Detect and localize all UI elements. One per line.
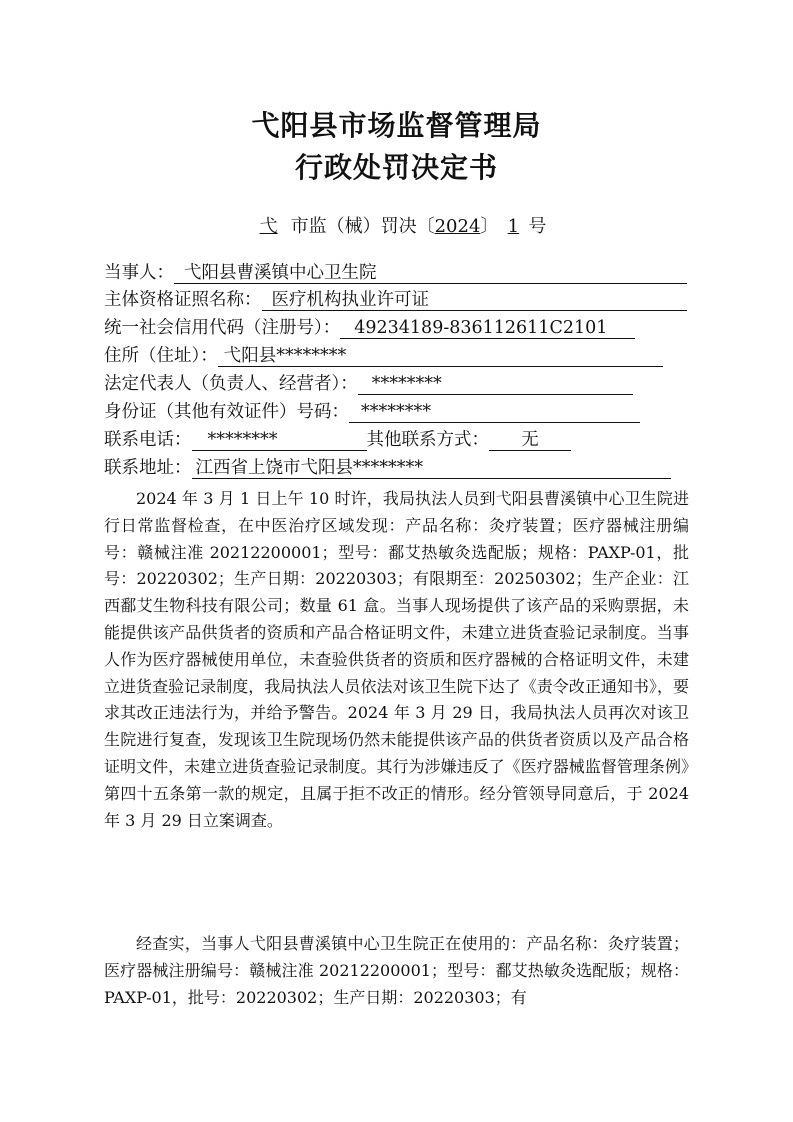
field-credit-code — [104, 313, 635, 339]
field-legal-rep — [104, 369, 633, 395]
document-title-agency: 弋阳县市场监督管理局 — [251, 109, 542, 142]
doc-number-close: 〕 — [480, 216, 499, 237]
field-contact-address-value: 江西省上饶市弋阳县******** — [192, 457, 671, 479]
field-contact-address-label: 联系地址： — [104, 458, 192, 478]
field-license-label: 主体资格证照名称： — [104, 290, 262, 310]
field-phone — [104, 425, 571, 451]
paragraph-inspection: 2024 年 3 月 1 日上午 10 时许，我局执法人员到弋阳县曹溪镇中心卫生院进行日常监督检查，在中医治疗区域发现：产品名称：灸疗装置；医疗器械注册编号：赣械注准 20212200001；型号：鄱艾热敏灸选配版；规格：PAXP-01，批号：20220302；生产日期：20220303；有限期至：20250302；生产企业：江西鄱艾生物科技有限公司；数量 61 盒。当事人现场提供了该产品的采购票据，未能提供该产品供货者的资质和产品合格证明文件，未建立进货查验记录制度。当事人作为医疗器械使用单位，未查验供货者的资质和医疗器械的合格证明文件，未建立进货查验记录制度，我局执法人员依法对该卫生院下达了《责令改正通知书》，要求其改正违法行为，并给予警告。2024 年 3 月 29 日，我局执法人员再次对该卫生院进行复查，发现该卫生院现场仍然未能提供该产品的供货者资质以及产品合格证明文件，未建立进货查验记录制度。其行为涉嫌违反了《医疗器械监督管理条例》第四十五条第一款的规定，且属于拒不改正的情形。经分管领导同意后，于 2024 年 3 月 29 日立案调查。 — [104, 489, 689, 830]
doc-number-suffix: 号 — [528, 216, 547, 237]
field-license-value: 医疗机构执业许可证 — [262, 289, 687, 311]
doc-number-year: 2024 — [434, 216, 481, 237]
field-id-number-value: ******** — [349, 401, 640, 423]
document-number — [0, 212, 793, 238]
field-credit-code-label: 统一社会信用代码（注册号）： — [104, 318, 341, 338]
doc-number-seq: 1 — [507, 216, 520, 237]
field-credit-code-value: 49234189-836112611C2101 — [340, 317, 635, 339]
field-phone-label: 联系电话： — [104, 430, 192, 450]
field-other-contact-label: 其他联系方式： — [366, 430, 489, 450]
field-phone-value: ******** — [192, 429, 367, 451]
field-legal-rep-value: ******** — [358, 373, 633, 395]
doc-number-middle: 市监（械）罚决〔 — [290, 216, 435, 237]
paragraph-findings: 经查实，当事人弋阳县曹溪镇中心卫生院正在使用的：产品名称：灸疗装置；医疗器械注册编号：赣械注准 20212200001；型号：鄱艾热敏灸选配版；规格：PAXP-01，批号：20220302；生产日期：20220303；有 — [104, 934, 689, 1007]
field-party-value: 弋阳县曹溪镇中心卫生院 — [174, 262, 687, 284]
field-id-number-label: 身份证（其他有效证件）号码： — [104, 402, 349, 422]
document-title-type: 行政处罚决定书 — [294, 151, 498, 184]
field-address-label: 住所（住址）： — [104, 346, 218, 366]
field-legal-rep-label: 法定代表人（负责人、经营者）： — [104, 374, 358, 394]
field-party — [104, 258, 687, 284]
field-contact-address — [104, 453, 671, 479]
field-other-contact-value: 无 — [489, 429, 571, 451]
field-address-value: 弋阳县******** — [218, 345, 663, 367]
field-license — [104, 285, 687, 311]
doc-number-prefix: 弋 — [259, 216, 278, 237]
field-id-number — [104, 397, 640, 423]
field-party-label: 当事人： — [104, 263, 174, 283]
field-address — [104, 341, 663, 367]
